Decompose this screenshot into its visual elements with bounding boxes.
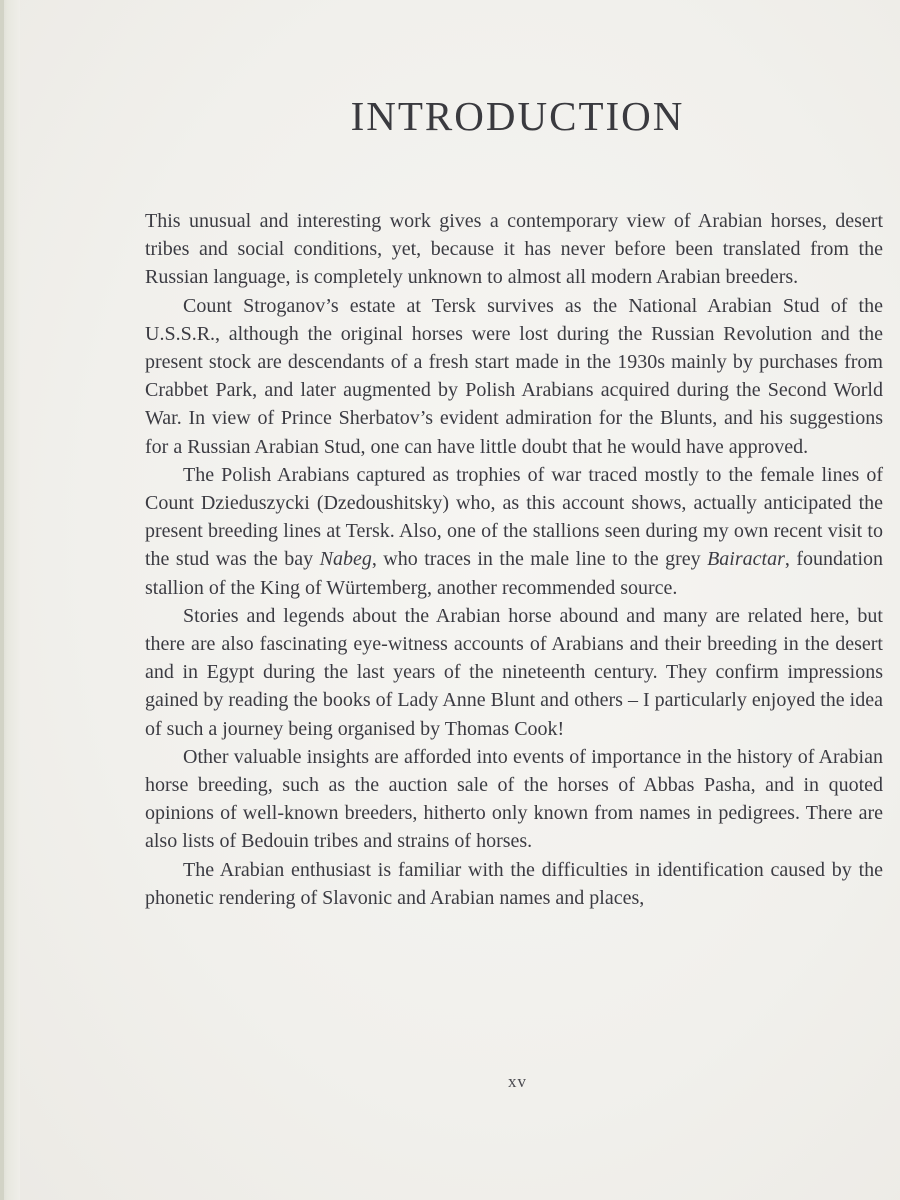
paragraph-3-part-2: , who traces in the male line to the grey (371, 548, 708, 571)
paragraph-1: This unusual and interesting work gives a contemporary view of Arabian horses, desert tribes and social conditions, yet, because it has never before been translated from the Russian language, is completely unknown to almost all modern Arabian breeders. (145, 210, 883, 289)
paragraph-4: Stories and legends about the Arabian horse abound and many are related here, but there are also fascinating eye-witness accounts of Arabians and their breeding in the desert and in Egypt during the last years of the nineteenth century. They confirm impressions gained by reading the books of Lady Anne Blunt and others – I particularly enjoyed the idea of such a journey being organised by Thomas Cook! (145, 604, 883, 740)
horse-name-nabeg: Nabeg (319, 548, 372, 571)
paragraph-5: Other valuable insights are afforded into events of importance in the history of Arabian horse breeding, such as the auction sale of the horses of Abbas Pasha, and in quoted opinions of well-known breeders, hitherto only known from names in pedigrees. There are also lists of Bedouin tribes and strains of horses. (145, 745, 883, 853)
chapter-title: INTRODUCTION (350, 93, 685, 139)
book-page (20, 0, 900, 1200)
body-text (145, 207, 883, 912)
paragraph-3-part-3: , foundation stallion of the King of Würtemberg, another recommended source. (145, 548, 884, 599)
page-edge (0, 0, 4, 1200)
paragraph-3-part-1: The Polish Arabians captured as trophies of war traced mostly to the female lines of Count Dzieduszycki (Dzedoushitsky) who, as this account shows, actually anticipated the present breeding lines at Tersk. Also, one of the stallions seen during my own recent visit to the stud was the bay (145, 463, 883, 571)
page-number: xv (508, 1072, 527, 1091)
paragraph-3 (145, 461, 883, 602)
horse-name-bairactar: Bairactar (707, 548, 785, 571)
paragraph-2: Count Stroganov’s estate at Tersk survives as the National Arabian Stud of the U.S.S.R., although the original horses were lost during the Russian Revolution and the present stock are descendants of a fresh start made in the 1930s mainly by purchases from Crabbet Park, and later augmented by Polish Arabians acquired during the Second World War. In view of Prince Sherbatov’s evident admiration for the Blunts, and his suggestions for a Russian Arabian Stud, one can have little doubt that he would have approved. (145, 294, 883, 458)
paragraph-6: The Arabian enthusiast is familiar with the difficulties in identification caused by the phonetic rendering of Slavonic and Arabian names and places, (145, 858, 883, 909)
